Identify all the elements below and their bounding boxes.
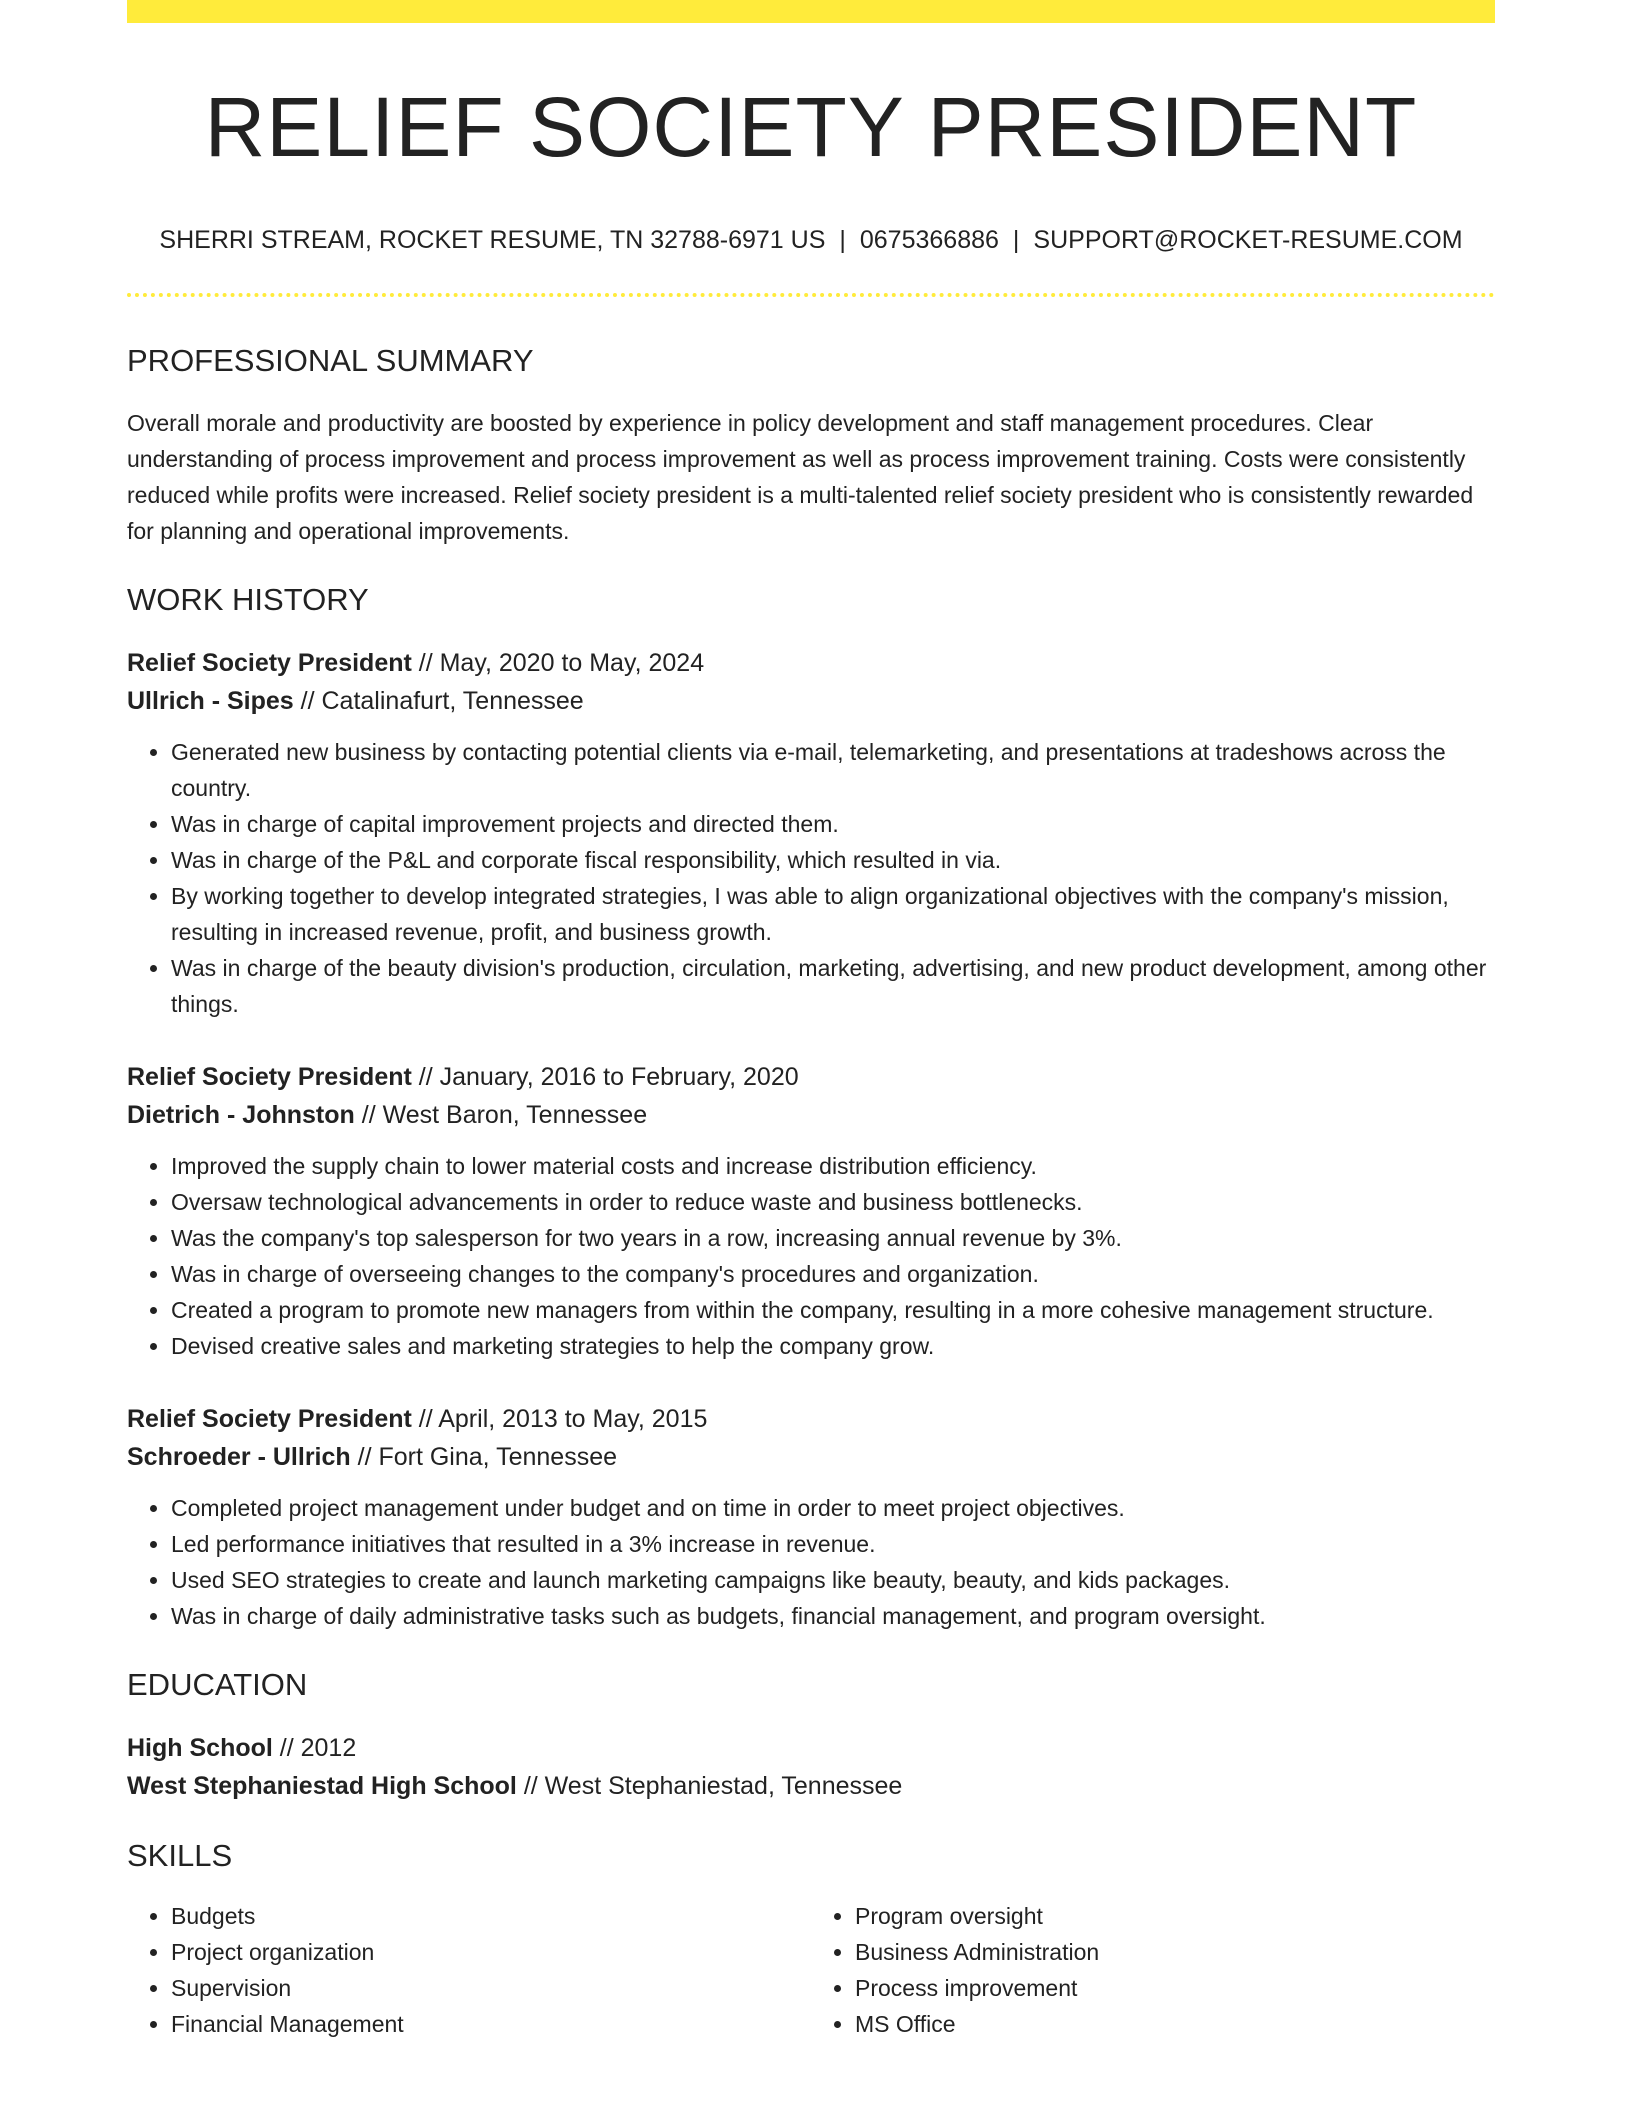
list-item: • Was in charge of the P&L and corporate fiscal responsibility, which resulted in via. xyxy=(171,842,1495,878)
list-item: • Was in charge of capital improvement projects and directed them. xyxy=(171,806,1495,842)
contact-address: SHERRI STREAM, ROCKET RESUME, TN 32788-6971 US xyxy=(159,226,826,255)
job-dates: // April, 2013 to May, 2015 xyxy=(411,1404,708,1433)
skills-right-column xyxy=(811,1898,1495,2042)
job-location: // Fort Gina, Tennessee xyxy=(350,1442,618,1471)
list-item: • Business Administration xyxy=(855,1934,1495,1970)
resume-name: RELIEF SOCIETY PRESIDENT xyxy=(204,80,1418,174)
education-year: // 2012 xyxy=(272,1733,357,1762)
skills-heading: SKILLS xyxy=(127,1837,233,1873)
contact-email: SUPPORT@ROCKET-RESUME.COM xyxy=(1033,226,1463,255)
list-item: • Was in charge of daily administrative tasks such as budgets, financial management, and program oversight. xyxy=(171,1598,1495,1634)
job-title-line xyxy=(127,644,1495,682)
job-title-line xyxy=(127,1058,1495,1096)
job-location: // West Baron, Tennessee xyxy=(354,1100,648,1129)
summary-section xyxy=(127,342,1495,548)
list-item: • Supervision xyxy=(171,1970,811,2006)
job-entry xyxy=(127,1058,1495,1364)
list-item: • Was the company's top salesperson for two years in a row, increasing annual revenue by 3%. xyxy=(171,1220,1495,1256)
list-item: • Improved the supply chain to lower material costs and increase distribution efficiency. xyxy=(171,1148,1495,1184)
job-bullets xyxy=(127,734,1495,1022)
job-bullets xyxy=(127,1490,1495,1634)
job-title: Relief Society President xyxy=(127,648,412,677)
list-item: • Budgets xyxy=(171,1898,811,1934)
skills-left-column xyxy=(127,1898,811,2042)
list-item: • Process improvement xyxy=(855,1970,1495,2006)
job-title: Relief Society President xyxy=(127,1404,412,1433)
list-item: • Was in charge of the beauty division's production, circulation, marketing, advertising, and new product development, among other things. xyxy=(171,950,1495,1022)
work-history-heading: WORK HISTORY xyxy=(127,581,369,617)
dotted-divider xyxy=(127,293,1495,297)
list-item: • Generated new business by contacting potential clients via e-mail, telemarketing, and presentations at tradeshows across the country. xyxy=(171,734,1495,806)
education-section xyxy=(127,1666,1495,1805)
education-heading: EDUCATION xyxy=(127,1666,308,1702)
top-accent-bar xyxy=(127,0,1495,23)
list-item: • By working together to develop integrated strategies, I was able to align organizational objectives with the company's mission, resulting in increased revenue, profit, and business growth. xyxy=(171,878,1495,950)
list-item: • Oversaw technological advancements in order to reduce waste and business bottlenecks. xyxy=(171,1184,1495,1220)
list-item: • Devised creative sales and marketing strategies to help the company grow. xyxy=(171,1328,1495,1364)
summary-text: Overall morale and productivity are boosted by experience in policy development and staff management procedures. Clear understanding of process improvement and process improvement as well as process improvement training. Costs were consistently reduced while profits were increased. Relief society president is a multi-talented relief society president who is consistently rewarded for planning and operational improvements. xyxy=(127,409,1474,544)
job-entry xyxy=(127,644,1495,1022)
education-location: // West Stephaniestad, Tennessee xyxy=(516,1771,903,1800)
contact-phone: 0675366886 xyxy=(859,226,999,255)
list-item: • Used SEO strategies to create and launch marketing campaigns like beauty, beauty, and kids packages. xyxy=(171,1562,1495,1598)
summary-heading: PROFESSIONAL SUMMARY xyxy=(127,343,534,379)
education-degree-line xyxy=(127,1729,1495,1767)
job-title: Relief Society President xyxy=(127,1062,412,1091)
contact-separator: | xyxy=(1012,226,1020,255)
job-dates: // May, 2020 to May, 2024 xyxy=(411,648,705,677)
list-item: • Financial Management xyxy=(171,2006,811,2042)
resume-page xyxy=(127,0,1495,2042)
job-bullets xyxy=(127,1148,1495,1364)
job-company-line xyxy=(127,1096,1495,1134)
job-company-line xyxy=(127,682,1495,720)
list-item: • Led performance initiatives that resulted in a 3% increase in revenue. xyxy=(171,1526,1495,1562)
job-company: Schroeder - Ullrich xyxy=(127,1442,351,1471)
list-item: • Was in charge of overseeing changes to the company's procedures and organization. xyxy=(171,1256,1495,1292)
job-company: Dietrich - Johnston xyxy=(127,1100,355,1129)
list-item: • Project organization xyxy=(171,1934,811,1970)
education-degree: High School xyxy=(127,1733,273,1762)
education-entry xyxy=(127,1729,1495,1805)
contact-separator: | xyxy=(839,226,846,255)
job-company: Ullrich - Sipes xyxy=(127,686,294,715)
education-school-line xyxy=(127,1767,1495,1805)
list-item: • Completed project management under budget and on time in order to meet project objectives. xyxy=(171,1490,1495,1526)
contact-line xyxy=(127,225,1495,255)
job-company-line xyxy=(127,1438,1495,1476)
education-school: West Stephaniestad High School xyxy=(127,1771,517,1800)
list-item: • MS Office xyxy=(855,2006,1495,2042)
job-entry xyxy=(127,1400,1495,1634)
job-title-line xyxy=(127,1400,1495,1438)
work-history-section xyxy=(127,581,1495,1634)
skills-section xyxy=(127,1837,1495,2042)
list-item: • Created a program to promote new managers from within the company, resulting in a more cohesive management structure. xyxy=(171,1292,1495,1328)
job-dates: // January, 2016 to February, 2020 xyxy=(411,1062,799,1091)
job-location: // Catalinafurt, Tennessee xyxy=(293,686,584,715)
skills-grid xyxy=(127,1874,1495,2042)
list-item: • Program oversight xyxy=(855,1898,1495,1934)
